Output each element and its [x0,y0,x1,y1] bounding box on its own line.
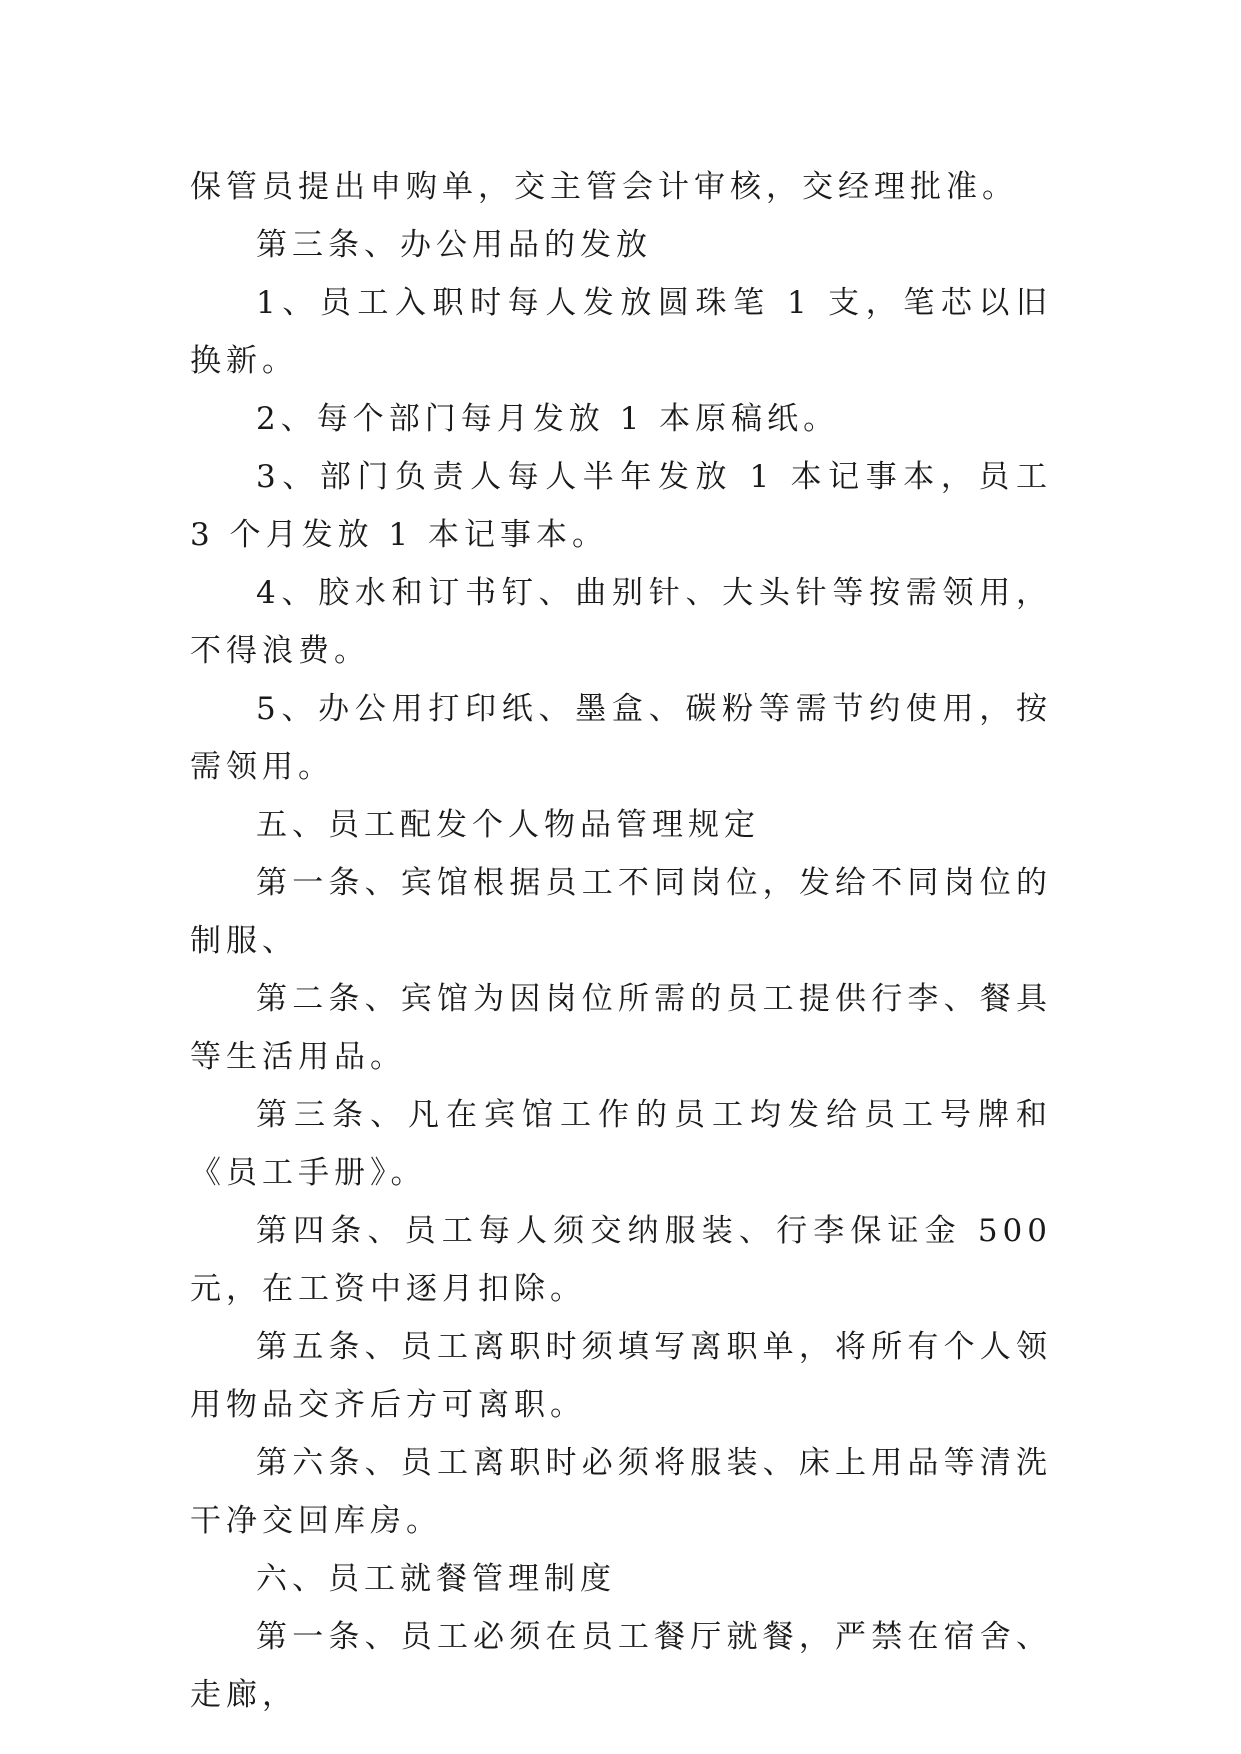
paragraph-4: 2、每个部门每月发放 1 本原稿纸。 [256,401,840,437]
paragraph-16: 第一条、员工必须在员工餐厅就餐，严禁在宿舍、走廊， [190,1619,1052,1713]
paragraph-6: 4、胶水和订书钉、曲别针、大头针等按需领用，不得浪费。 [190,575,1052,669]
paragraph-5: 3、部门负责人每人半年发放 1 本记事本，员工 3 个月发放 1 本记事本。 [190,459,1052,553]
paragraph-3: 1、员工入职时每人发放圆珠笔 1 支，笔芯以旧换新。 [190,285,1052,379]
paragraph-11: 第三条、凡在宾馆工作的员工均发给员工号牌和《员工手册》。 [190,1097,1052,1191]
paragraph-13: 第五条、员工离职时须填写离职单，将所有个人领用物品交齐后方可离职。 [190,1329,1052,1423]
section-heading-5: 五、员工配发个人物品管理规定 [256,807,760,843]
document-body [190,158,1052,1724]
paragraph-10: 第二条、宾馆为因岗位所需的员工提供行李、餐具等生活用品。 [190,981,1052,1075]
paragraph-7: 5、办公用打印纸、墨盒、碳粉等需节约使用，按需领用。 [190,691,1052,785]
paragraph-14: 第六条、员工离职时必须将服装、床上用品等清洗干净交回库房。 [190,1445,1052,1539]
paragraph-9: 第一条、宾馆根据员工不同岗位，发给不同岗位的制服、 [190,865,1052,959]
paragraph-2: 第三条、办公用品的发放 [256,227,652,263]
section-heading-6: 六、员工就餐管理制度 [256,1561,616,1597]
paragraph-12: 第四条、员工每人须交纳服装、行李保证金 500 元，在工资中逐月扣除。 [190,1213,1052,1307]
paragraph-1: 保管员提出申购单，交主管会计审核，交经理批准。 [190,169,1018,205]
